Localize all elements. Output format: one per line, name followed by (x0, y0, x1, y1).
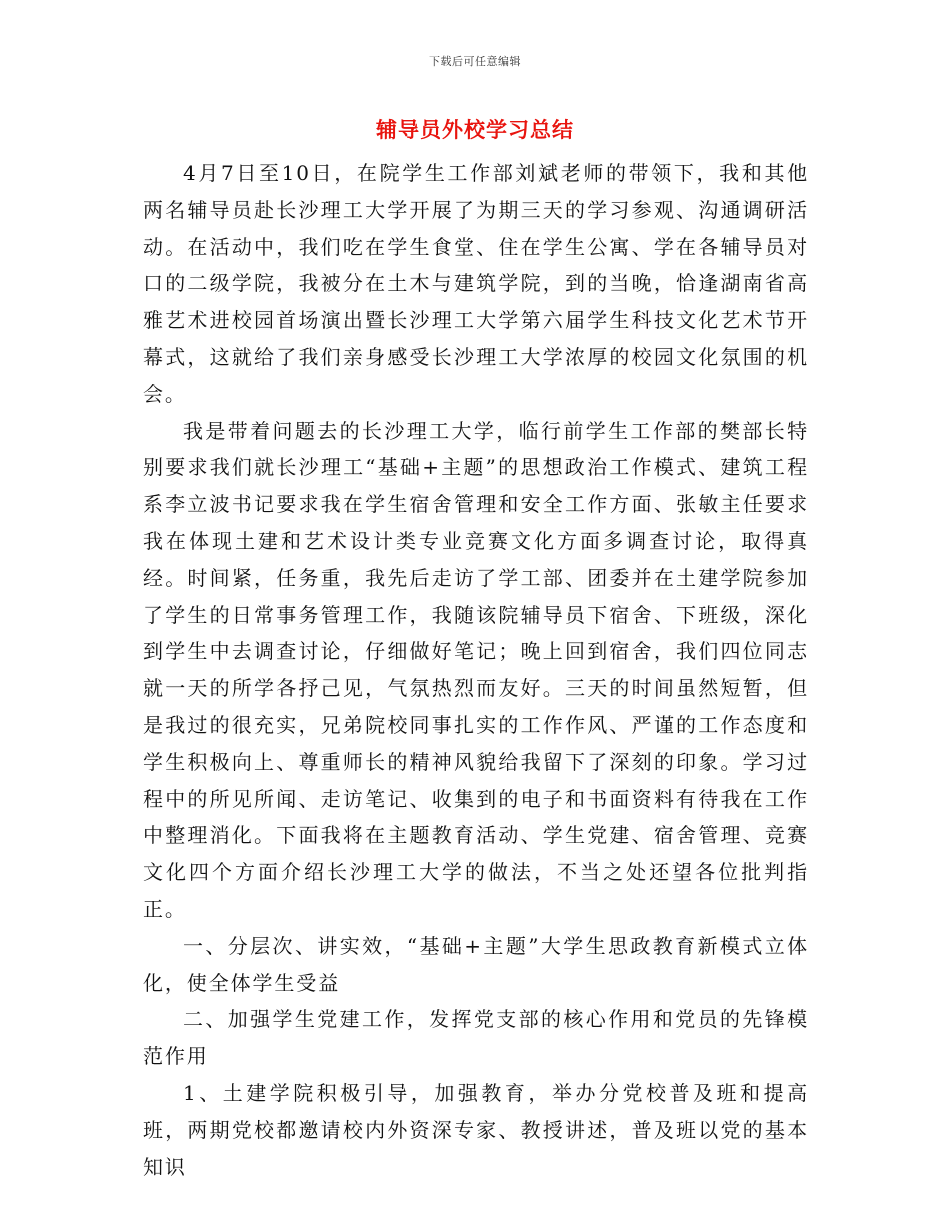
paragraph-2: 我是带着问题去的长沙理工大学，临行前学生工作部的樊部长特别要求我们就长沙理工“基础+主题”的思想政治工作模式、建筑工程系李立波书记要求我在学生宿舍管理和安全工作方面、张敏主任要求我在体现土建和艺术设计类专业竞赛文化方面多调查讨论，取得真经。时间紧，任务重，我先后走访了学工部、团委并在土建学院参加了学生的日常事务管理工作，我随该院辅导员下宿舍、下班级，深化到学生中去调查讨论，仔细做好笔记；晚上回到宿舍，我们四位同志就一天的所学各抒己见，气氛热烈而友好。三天的时间虽然短暂，但是我过的很充实，兄弟院校同事扎实的工作作风、严谨的工作态度和学生积极向上、尊重师长的精神风貌给我留下了深刻的印象。学习过程中的所见所闻、走访笔记、收集到的电子和书面资料有待我在工作中整理消化。下面我将在主题教育活动、学生党建、宿舍管理、竞赛文化四个方面介绍长沙理工大学的做法，不当之处还望各位批判指正。 (143, 418, 809, 921)
document-title: 辅导员外校学习总结 (376, 118, 574, 142)
section-heading-1: 一、分层次、讲实效，“基础+主题”大学生思政教育新模式立体化，使全体学生受益 (143, 933, 809, 995)
document-body (143, 155, 809, 1185)
paragraph-3: 1、土建学院积极引导，加强教育，举办分党校普及班和提高班，两期党校都邀请校内外资深专家、教授讲述，普及班以党的基本知识 (143, 1080, 809, 1179)
section-heading-2: 二、加强学生党建工作，发挥党支部的核心作用和党员的先锋模范作用 (143, 1007, 809, 1069)
header-note: 下载后可任意编辑 (429, 55, 521, 68)
paragraph-1: 4月7日至10日，在院学生工作部刘斌老师的带领下，我和其他两名辅导员赴长沙理工大学开展了为期三天的学习参观、沟通调研活动。在活动中，我们吃在学生食堂、住在学生公寓、学在各辅导员对口的二级学院，我被分在土木与建筑学院，到的当晚，恰逢湖南省高雅艺术进校园首场演出暨长沙理工大学第六届学生科技文化艺术节开幕式，这就给了我们亲身感受长沙理工大学浓厚的校园文化氛围的机会。 (143, 161, 809, 406)
